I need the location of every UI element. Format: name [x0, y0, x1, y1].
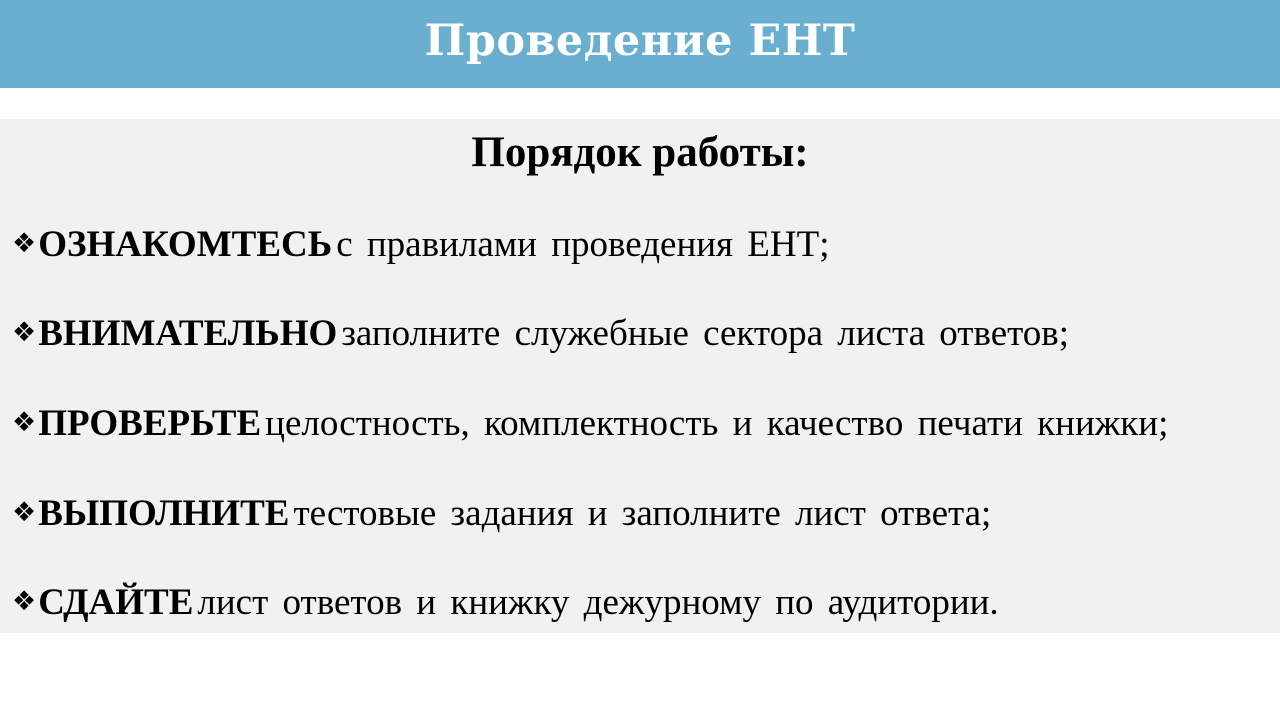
diamond-bullet-icon: ❖ [12, 228, 37, 259]
list-item [12, 401, 1168, 446]
item-keyword: ВЫПОЛНИТЕ [38, 493, 290, 534]
list-item [12, 311, 1069, 356]
item-text: с правилами проведения ЕНТ; [336, 224, 830, 265]
diamond-bullet-icon: ❖ [12, 586, 37, 617]
diamond-bullet-icon: ❖ [12, 497, 37, 528]
item-text: заполните служебные сектора листа ответов; [341, 313, 1070, 354]
item-keyword: ОЗНАКОМТЕСЬ [38, 224, 333, 265]
title-bar [0, 0, 1280, 88]
item-keyword: СДАЙТЕ [38, 582, 194, 623]
slide-title: Проведение ЕНТ [424, 16, 856, 66]
list-item [12, 222, 830, 267]
item-text: целостность, комплектность и качество печати книжки; [265, 403, 1169, 444]
item-keyword: ВНИМАТЕЛЬНО [38, 313, 338, 354]
list-item [12, 580, 999, 625]
list-item [12, 491, 991, 536]
item-keyword: ПРОВЕРЬТЕ [38, 403, 262, 444]
item-text: лист ответов и книжку дежурному по аудитории. [197, 582, 999, 623]
diamond-bullet-icon: ❖ [12, 317, 37, 348]
section-heading: Порядок работы: [471, 129, 809, 176]
item-text: тестовые задания и заполните лист ответа; [293, 493, 992, 534]
content-box [0, 119, 1280, 633]
diamond-bullet-icon: ❖ [12, 407, 37, 438]
